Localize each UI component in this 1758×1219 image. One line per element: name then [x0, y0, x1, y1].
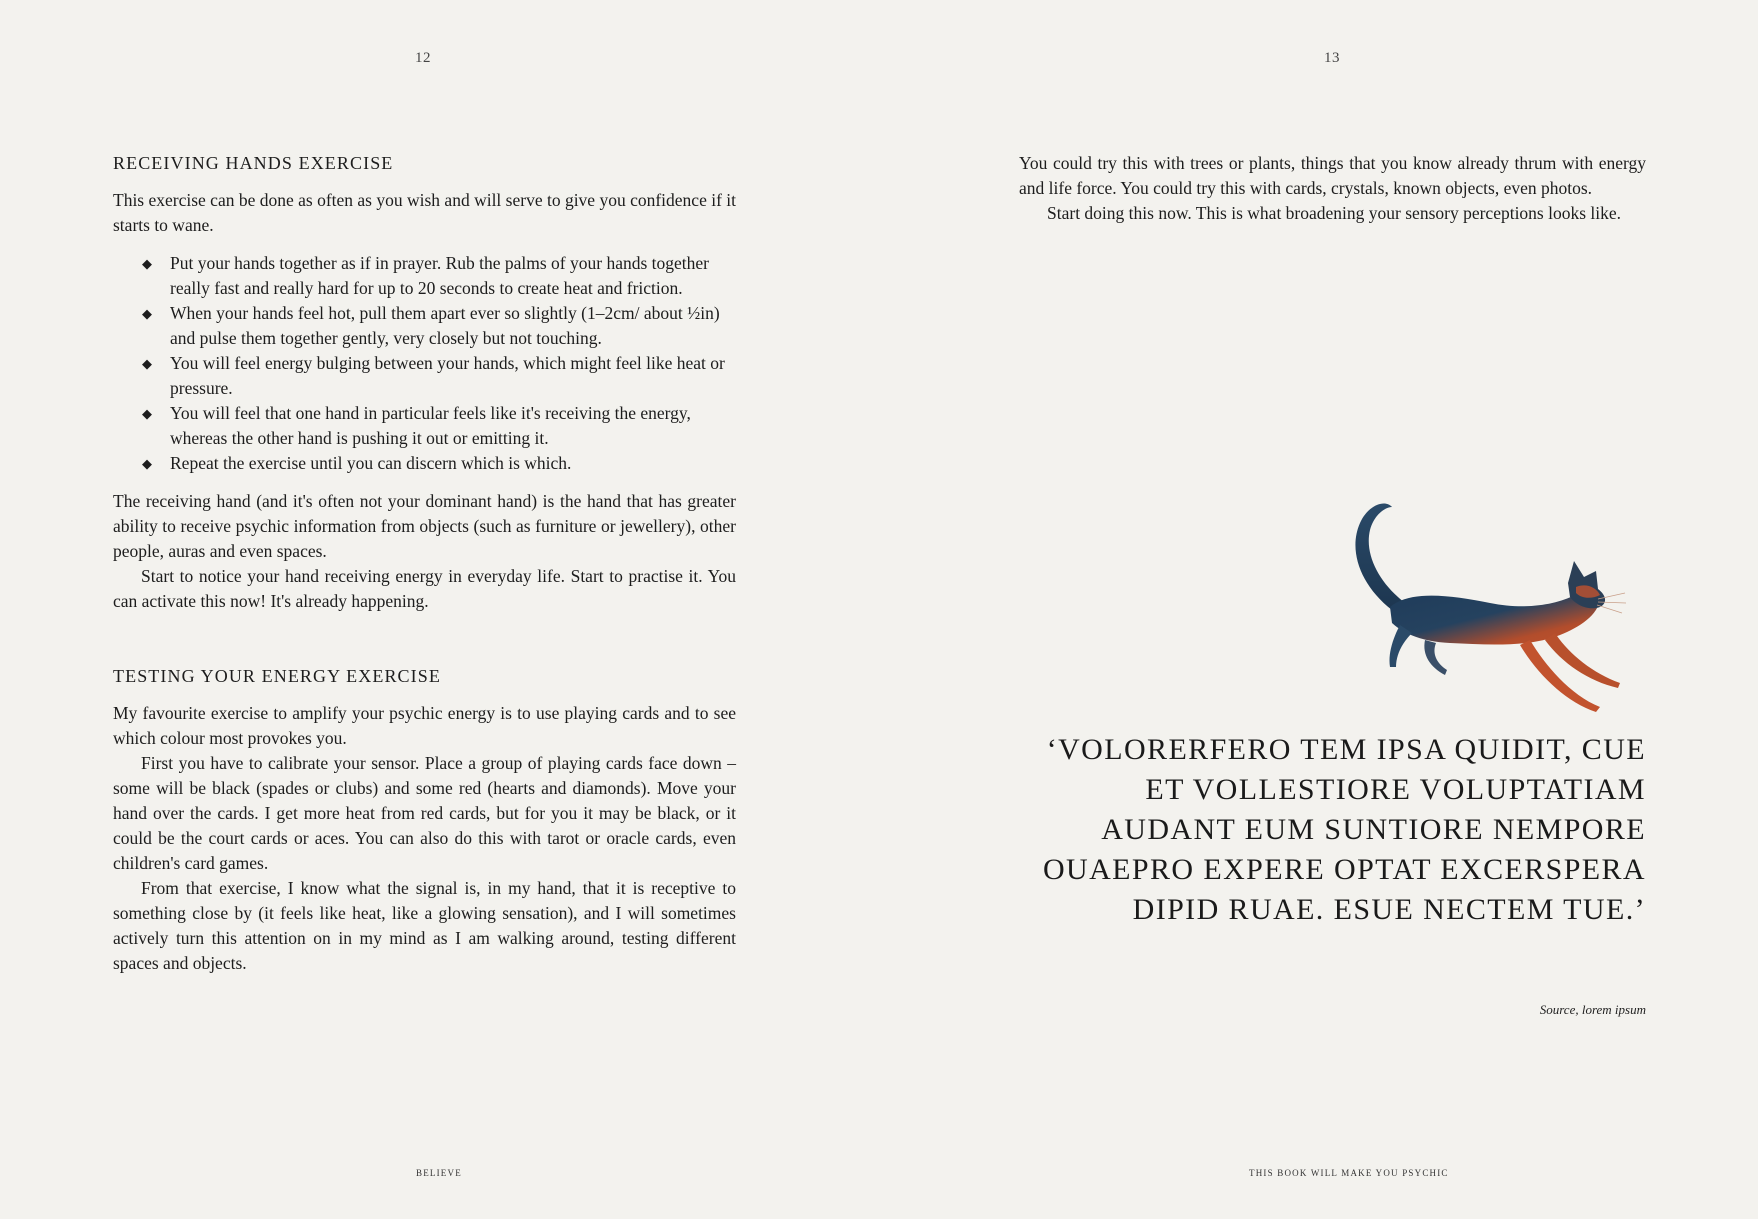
- quote-source: Source, lorem ipsum: [1539, 1002, 1646, 1017]
- bullet-icon: ◆: [142, 406, 152, 421]
- section-heading-testing-energy: TESTING YOUR ENERGY EXERCISE: [113, 666, 441, 686]
- pull-quote: ‘VOLORERFERO TEM IPSA QUIDIT, CUE ET VOLLESTIORE VOLUPTATIAM AUDANT EUM SUNTIORE NEMPORE OUAEPRO EXPERE OPTAT EXCERSPERA DIPID RUAE. ESUE NECTEM TUE.’: [1042, 733, 1646, 926]
- list-item: ◆ Repeat the exercise until you can discern which is which.: [170, 451, 736, 476]
- list-item: ◆ When your hands feel hot, pull them apart ever so slightly (1–2cm/ about ½in) and pulse them together gently, very closely but not touching.: [142, 303, 720, 348]
- exercise-steps-list: [113, 251, 736, 476]
- right-text-column: [1019, 151, 1646, 226]
- body-paragraph: Start to notice your hand receiving energy in everyday life. Start to practise it. You can activate this now! It's already happening.: [113, 566, 736, 611]
- page-number-left: 12: [415, 50, 431, 66]
- bullet-icon: ◆: [142, 306, 152, 321]
- intro-paragraph: This exercise can be done as often as you wish and will serve to give you confidence if it starts to wane.: [113, 190, 737, 235]
- body-paragraph: My favourite exercise to amplify your psychic energy is to use playing cards and to see which colour most provokes you.: [113, 703, 736, 748]
- list-item: ◆ You will feel energy bulging between your hands, which might feel like heat or pressure.: [142, 353, 725, 398]
- bullet-icon: ◆: [142, 256, 152, 271]
- running-footer-right: THIS BOOK WILL MAKE YOU PSYCHIC: [1249, 1168, 1449, 1178]
- bullet-icon: ◆: [142, 456, 152, 471]
- body-paragraph: The receiving hand (and it's often not your dominant hand) is the hand that has greater ability to receive psychic information from objects (such as furniture or jewellery), other people, auras and even spaces.: [113, 491, 736, 561]
- list-item: ◆ Put your hands together as if in prayer. Rub the palms of your hands together really fast and really hard for up to 20 seconds to create heat and friction.: [142, 253, 709, 298]
- bullet-icon: ◆: [142, 356, 152, 371]
- page-number-right: 13: [1324, 50, 1340, 66]
- body-paragraph: Start doing this now. This is what broadening your sensory perceptions looks like.: [1047, 203, 1622, 223]
- body-paragraph: From that exercise, I know what the signal is, in my hand, that it is receptive to something close by (it feels like heat, like a glowing sensation), and I will sometimes actively turn this attention on in my mind as I am walking around, testing different spaces and objects.: [113, 878, 736, 973]
- body-paragraph: You could try this with trees or plants, things that you know already thrum with energy and life force. You could try this with cards, crystals, known objects, even photos.: [1019, 153, 1646, 198]
- running-footer-left: BELIEVE: [416, 1168, 462, 1178]
- body-paragraph: First you have to calibrate your sensor. Place a group of playing cards face down – some will be black (spades or clubs) and some red (hearts and diamonds). Move your hand over the cards. I get more heat from red cards, but for you it may be black, or it could be the court cards or aces. You can also do this with tarot or oracle cards, even children's card games.: [113, 753, 736, 873]
- left-text-column: [113, 151, 736, 976]
- list-item: ◆ You will feel that one hand in particular feels like it's receiving the energy, whereas the other hand is pushing it out or emitting it.: [142, 403, 691, 448]
- section-heading-receiving-hands: RECEIVING HANDS EXERCISE: [113, 153, 394, 173]
- section-testing-energy: [113, 664, 736, 976]
- leaping-cat-icon: [1330, 495, 1640, 730]
